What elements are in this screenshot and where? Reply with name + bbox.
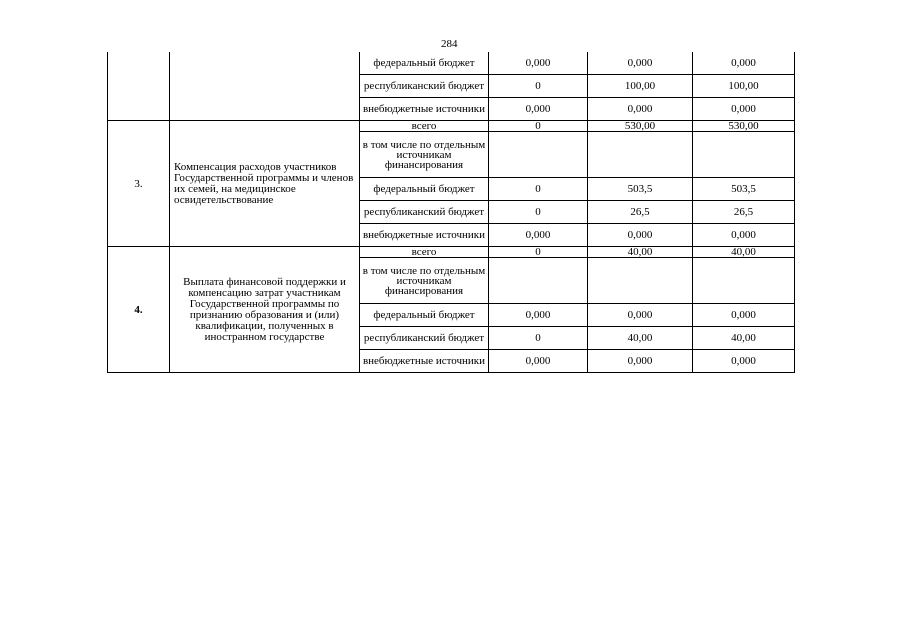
funding-source-cell: всего [360,121,489,132]
item-name-cell [170,52,360,121]
value-cell: 0,000 [489,98,588,121]
value-cell: 0,000 [588,350,693,373]
value-cell: 40,00 [588,327,693,350]
funding-source-cell: республиканский бюджет [360,327,489,350]
value-cell: 0,000 [693,52,795,75]
funding-source-cell: в том числе по отдельным источникам финансирования [360,258,489,304]
value-cell: 0 [489,327,588,350]
value-cell: 0,000 [693,304,795,327]
value-cell [588,132,693,178]
value-cell: 0,000 [489,52,588,75]
funding-source-cell: всего [360,247,489,258]
item-name-cell: Компенсация расходов участников Государственной программы и членов их семей, на медицинское освидетельствование [170,121,360,247]
value-cell: 0,000 [489,350,588,373]
funding-source-cell: в том числе по отдельным источникам финансирования [360,132,489,178]
value-cell: 0 [489,121,588,132]
funding-source-cell: федеральный бюджет [360,304,489,327]
item-number-cell: 3. [108,121,170,247]
value-cell: 0 [489,75,588,98]
value-cell: 0,000 [588,98,693,121]
value-cell: 503,5 [588,178,693,201]
value-cell: 530,00 [693,121,795,132]
value-cell: 0,000 [693,350,795,373]
value-cell: 0 [489,201,588,224]
value-cell: 0,000 [693,224,795,247]
funding-source-cell: внебюджетные источники [360,224,489,247]
item-number-cell [108,52,170,121]
value-cell: 0 [489,247,588,258]
value-cell: 0,000 [489,304,588,327]
funding-source-cell: внебюджетные источники [360,350,489,373]
budget-table [107,52,795,373]
table-row [108,121,795,132]
value-cell: 40,00 [693,327,795,350]
value-cell: 0,000 [489,224,588,247]
funding-source-cell: республиканский бюджет [360,75,489,98]
value-cell: 0 [489,178,588,201]
value-cell [693,132,795,178]
value-cell: 100,00 [588,75,693,98]
funding-source-cell: республиканский бюджет [360,201,489,224]
value-cell: 26,5 [588,201,693,224]
value-cell: 40,00 [588,247,693,258]
value-cell: 26,5 [693,201,795,224]
value-cell: 530,00 [588,121,693,132]
value-cell: 503,5 [693,178,795,201]
value-cell [588,258,693,304]
value-cell: 100,00 [693,75,795,98]
table-row [108,247,795,258]
funding-source-cell: внебюджетные источники [360,98,489,121]
value-cell: 0,000 [693,98,795,121]
funding-source-cell: федеральный бюджет [360,52,489,75]
value-cell [693,258,795,304]
page-number: 284 [441,38,458,50]
value-cell: 40,00 [693,247,795,258]
table-row [108,52,795,75]
value-cell: 0,000 [588,304,693,327]
item-number-cell: 4. [108,247,170,373]
funding-source-cell: федеральный бюджет [360,178,489,201]
item-name-cell: Выплата финансовой поддержки и компенсацию затрат участникам Государственной программы по признанию образования и (или) квалификации, полученных в иностранном государстве [170,247,360,373]
value-cell: 0,000 [588,52,693,75]
value-cell [489,258,588,304]
value-cell [489,132,588,178]
value-cell: 0,000 [588,224,693,247]
